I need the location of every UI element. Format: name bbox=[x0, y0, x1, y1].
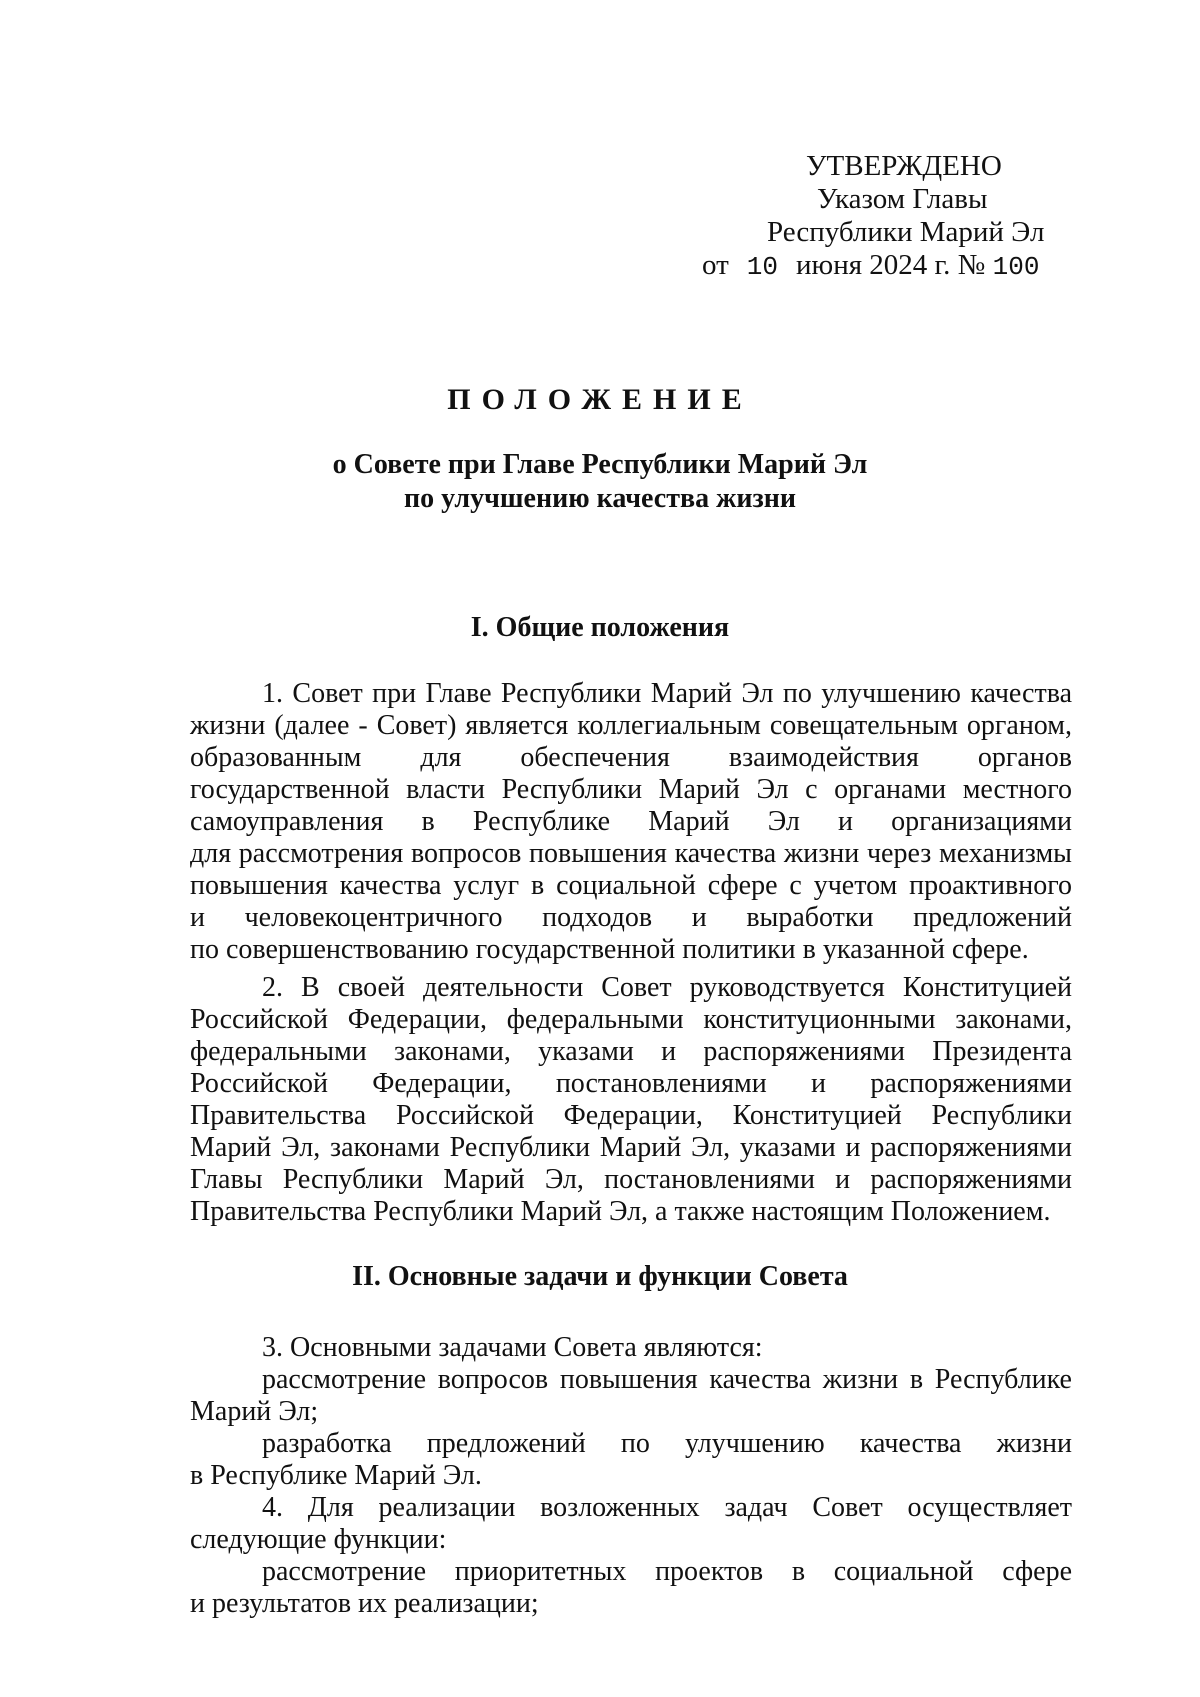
text-line: Правительства Республики Марий Эл, а также настоящим Положением. bbox=[190, 1196, 1051, 1227]
approval-date bbox=[690, 249, 1050, 284]
text-line: по совершенствованию государственной политики в указанной сфере. bbox=[190, 934, 1029, 965]
text-line: образованным для обеспечения взаимодействия органов bbox=[190, 742, 1072, 773]
text-line: 1. Совет при Главе Республики Марий Эл по улучшению качества bbox=[262, 678, 1072, 709]
text-line: Марий Эл, законами Республики Марий Эл, указами и распоряжениями bbox=[190, 1132, 1072, 1163]
text-line: 3. Основными задачами Совета являются: bbox=[262, 1332, 763, 1363]
section-1-heading: I. Общие положения bbox=[470, 612, 730, 643]
date-day: 10 bbox=[746, 252, 779, 282]
approval-stamp bbox=[690, 150, 1050, 284]
paragraph-3-4 bbox=[190, 1332, 1072, 1620]
text-line: жизни (далее - Совет) является коллегиальным совещательным органом, bbox=[190, 710, 1072, 741]
date-prefix: от bbox=[702, 249, 729, 281]
text-line: и человекоцентричного подходов и выработки предложений bbox=[190, 902, 1072, 933]
text-line: в Республике Марий Эл. bbox=[190, 1460, 482, 1491]
text-line: следующие функции: bbox=[190, 1524, 447, 1555]
text-line: рассмотрение вопросов повышения качества жизни в Республике bbox=[262, 1364, 1072, 1395]
approval-by-decree: Указом Главы bbox=[817, 183, 988, 215]
text-line: Главы Республики Марий Эл, постановлениями и распоряжениями bbox=[190, 1164, 1072, 1195]
date-rest: июня 2024 г. № bbox=[796, 249, 986, 281]
document-title: ПОЛОЖЕНИЕ bbox=[447, 383, 753, 416]
text-line: государственной власти Республики Марий Эл с органами местного bbox=[190, 774, 1072, 805]
text-line: 2. В своей деятельности Совет руководствуется Конституцией bbox=[262, 972, 1072, 1003]
text-line: повышения качества услуг в социальной сфере с учетом проактивного bbox=[190, 870, 1072, 901]
text-line: Правительства Российской Федерации, Конституцией Республики bbox=[190, 1100, 1072, 1131]
decree-number: 100 bbox=[992, 252, 1040, 282]
approval-republic: Республики Марий Эл bbox=[767, 216, 1045, 248]
text-line: для рассмотрения вопросов повышения качества жизни через механизмы bbox=[190, 838, 1072, 869]
text-line: рассмотрение приоритетных проектов в социальной сфере bbox=[262, 1556, 1072, 1587]
text-line: 4. Для реализации возложенных задач Совет осуществляет bbox=[262, 1492, 1072, 1523]
text-line: разработка предложений по улучшению качества жизни bbox=[262, 1428, 1072, 1459]
paragraph-1 bbox=[190, 678, 1072, 966]
document-subtitle bbox=[0, 448, 1200, 516]
text-line: федеральными законами, указами и распоряжениями Президента bbox=[190, 1036, 1072, 1067]
text-line: и результатов их реализации; bbox=[190, 1588, 539, 1619]
text-line: Российской Федерации, постановлениями и распоряжениями bbox=[190, 1068, 1072, 1099]
approval-approved: УТВЕРЖДЕНО bbox=[806, 150, 1002, 182]
subtitle-line-2: по улучшению качества жизни bbox=[403, 483, 797, 514]
paragraph-2 bbox=[190, 972, 1072, 1228]
text-line: самоуправления в Республике Марий Эл и организациями bbox=[190, 806, 1072, 837]
text-line: Марий Эл; bbox=[190, 1396, 319, 1427]
subtitle-line-1: о Совете при Главе Республики Марий Эл bbox=[332, 449, 868, 480]
text-line: Российской Федерации, федеральными конституционными законами, bbox=[190, 1004, 1072, 1035]
section-2-heading: II. Основные задачи и функции Совета bbox=[352, 1261, 848, 1292]
